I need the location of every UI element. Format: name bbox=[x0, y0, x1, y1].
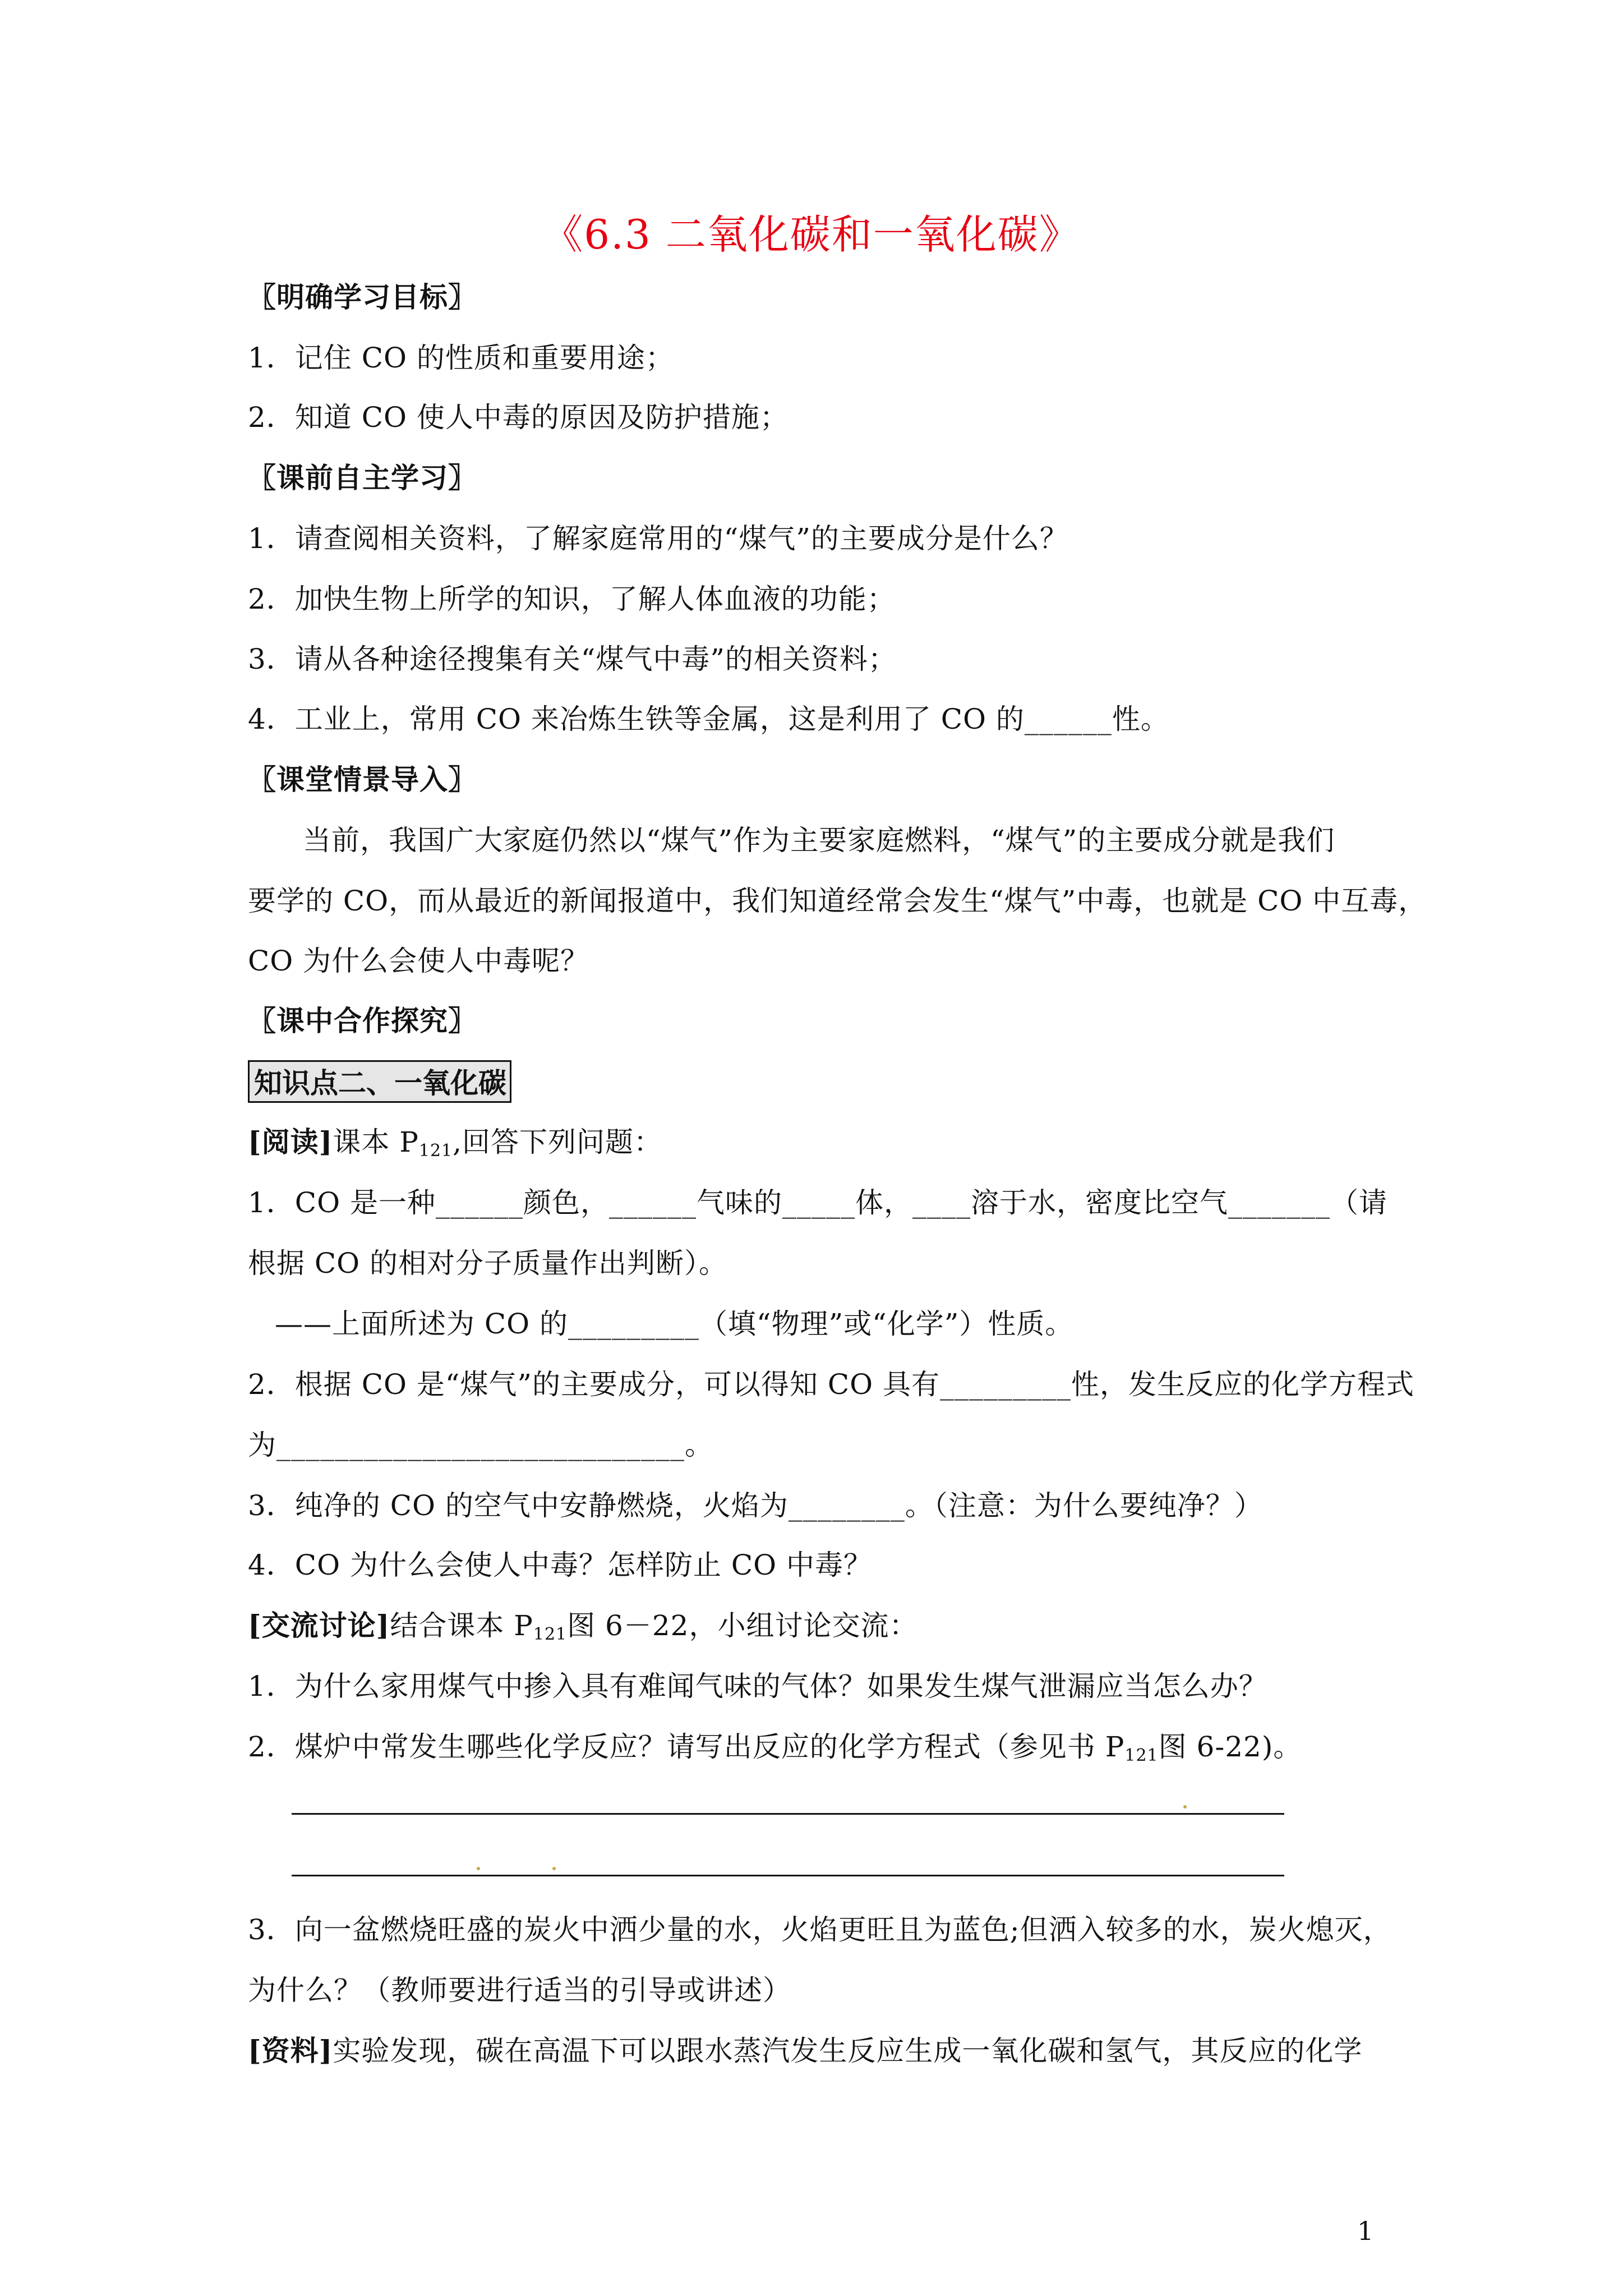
intro-line-3: CO 为什么会使人中毒呢？ bbox=[248, 945, 589, 977]
question-2-line-2: 为____________________________。 bbox=[248, 1429, 713, 1461]
goal-item-2: 2．知道 CO 使人中毒的原因及防护措施； bbox=[248, 401, 789, 434]
page-number: 1 bbox=[1357, 2216, 1374, 2246]
question-3: 3．纯净的 CO 的空气中安静燃烧，火焰为________。（注意：为什么要纯净？） bbox=[248, 1489, 1263, 1522]
discuss-text: 结合课本 P bbox=[390, 1609, 533, 1642]
material-label: [资料] bbox=[248, 2034, 333, 2067]
discussion-3-line-1: 3．向一盆燃烧旺盛的炭火中洒少量的水，火焰更旺且为蓝色;但洒入较多的水，炭火熄灭， bbox=[248, 1913, 1392, 1946]
discussion-2-text: 2．煤炉中常发生哪些化学反应？请写出反应的化学方程式（参见书 P bbox=[248, 1731, 1125, 1763]
read-text: 课本 P bbox=[333, 1126, 419, 1158]
read-label: [阅读] bbox=[248, 1125, 333, 1158]
goals-header: 〖明确学习目标〗 bbox=[248, 280, 477, 314]
preclass-header: 〖课前自主学习〗 bbox=[248, 461, 477, 494]
speck bbox=[1183, 1805, 1187, 1809]
speck bbox=[477, 1867, 480, 1870]
material-text: 实验发现，碳在高温下可以跟水蒸汽发生反应生成一氧化碳和氢气，其反应的化学 bbox=[333, 2035, 1363, 2067]
answer-line-2 bbox=[292, 1875, 1284, 1876]
discussion-1: 1．为什么家用煤气中掺入具有难闻气味的气体？如果发生煤气泄漏应当怎么办？ bbox=[248, 1670, 1267, 1703]
question-1-line-1: 1．CO 是一种______颜色，______气味的_____体，____溶于水，密度比空气_______（请 bbox=[248, 1186, 1387, 1219]
read-suffix: ,回答下列问题： bbox=[453, 1126, 663, 1158]
speck bbox=[552, 1867, 556, 1870]
material-line bbox=[248, 2034, 1362, 2068]
preclass-item-4: 4．工业上，常用 CO 来冶炼生铁等金属，这是利用了 CO 的______性。 bbox=[248, 703, 1169, 735]
goal-item-1: 1．记住 CO 的性质和重要用途； bbox=[248, 342, 674, 374]
preclass-item-1: 1．请查阅相关资料，了解家庭常用的“煤气”的主要成分是什么？ bbox=[248, 522, 1068, 555]
answer-line-1 bbox=[292, 1813, 1284, 1815]
read-page-sub: 121 bbox=[418, 1141, 453, 1161]
explore-header: 〖课中合作探究〗 bbox=[248, 1004, 477, 1037]
discuss-suffix: 图 6－22，小组讨论交流： bbox=[567, 1609, 918, 1642]
discussion-2-suffix: 图 6-22)。 bbox=[1158, 1731, 1302, 1763]
question-2-line-1: 2．根据 CO 是“煤气”的主要成分，可以得知 CO 具有_________性，发生反应的化学方程式 bbox=[248, 1368, 1415, 1401]
page-title: 《6.3 二氧化碳和一氧化碳》 bbox=[542, 211, 1081, 258]
intro-line-1: 当前，我国广大家庭仍然以“煤气”作为主要家庭燃料，“煤气”的主要成分就是我们 bbox=[303, 824, 1335, 857]
question-1-line-2: 根据 CO 的相对分子质量作出判断）。 bbox=[248, 1247, 728, 1280]
read-line bbox=[248, 1125, 662, 1168]
preclass-item-2: 2．加快生物上所学的知识，了解人体血液的功能； bbox=[248, 583, 896, 615]
preclass-item-3: 3．请从各种途径搜集有关“煤气中毒”的相关资料； bbox=[248, 643, 897, 675]
discuss-label: [交流讨论] bbox=[248, 1609, 390, 1642]
question-4: 4．CO 为什么会使人中毒？怎样防止 CO 中毒？ bbox=[248, 1549, 872, 1581]
knowledge-point-box: 知识点二、一氧化碳 bbox=[248, 1060, 511, 1103]
discussion-2-sub: 121 bbox=[1124, 1746, 1159, 1765]
discuss-line bbox=[248, 1609, 917, 1651]
discussion-3-line-2: 为什么？（教师要进行适当的引导或讲述） bbox=[248, 1974, 791, 2007]
intro-header: 〖课堂情景导入〗 bbox=[248, 763, 477, 796]
discussion-2 bbox=[248, 1730, 1302, 1773]
intro-line-2: 要学的 CO，而从最近的新闻报道中，我们知道经常会发生“煤气”中毒，也就是 CO 中互毒， bbox=[248, 885, 1427, 917]
discuss-page-sub: 121 bbox=[533, 1625, 568, 1644]
question-1-line-3: ——上面所述为 CO 的_________（填“物理”或“化学”）性质。 bbox=[275, 1308, 1074, 1340]
